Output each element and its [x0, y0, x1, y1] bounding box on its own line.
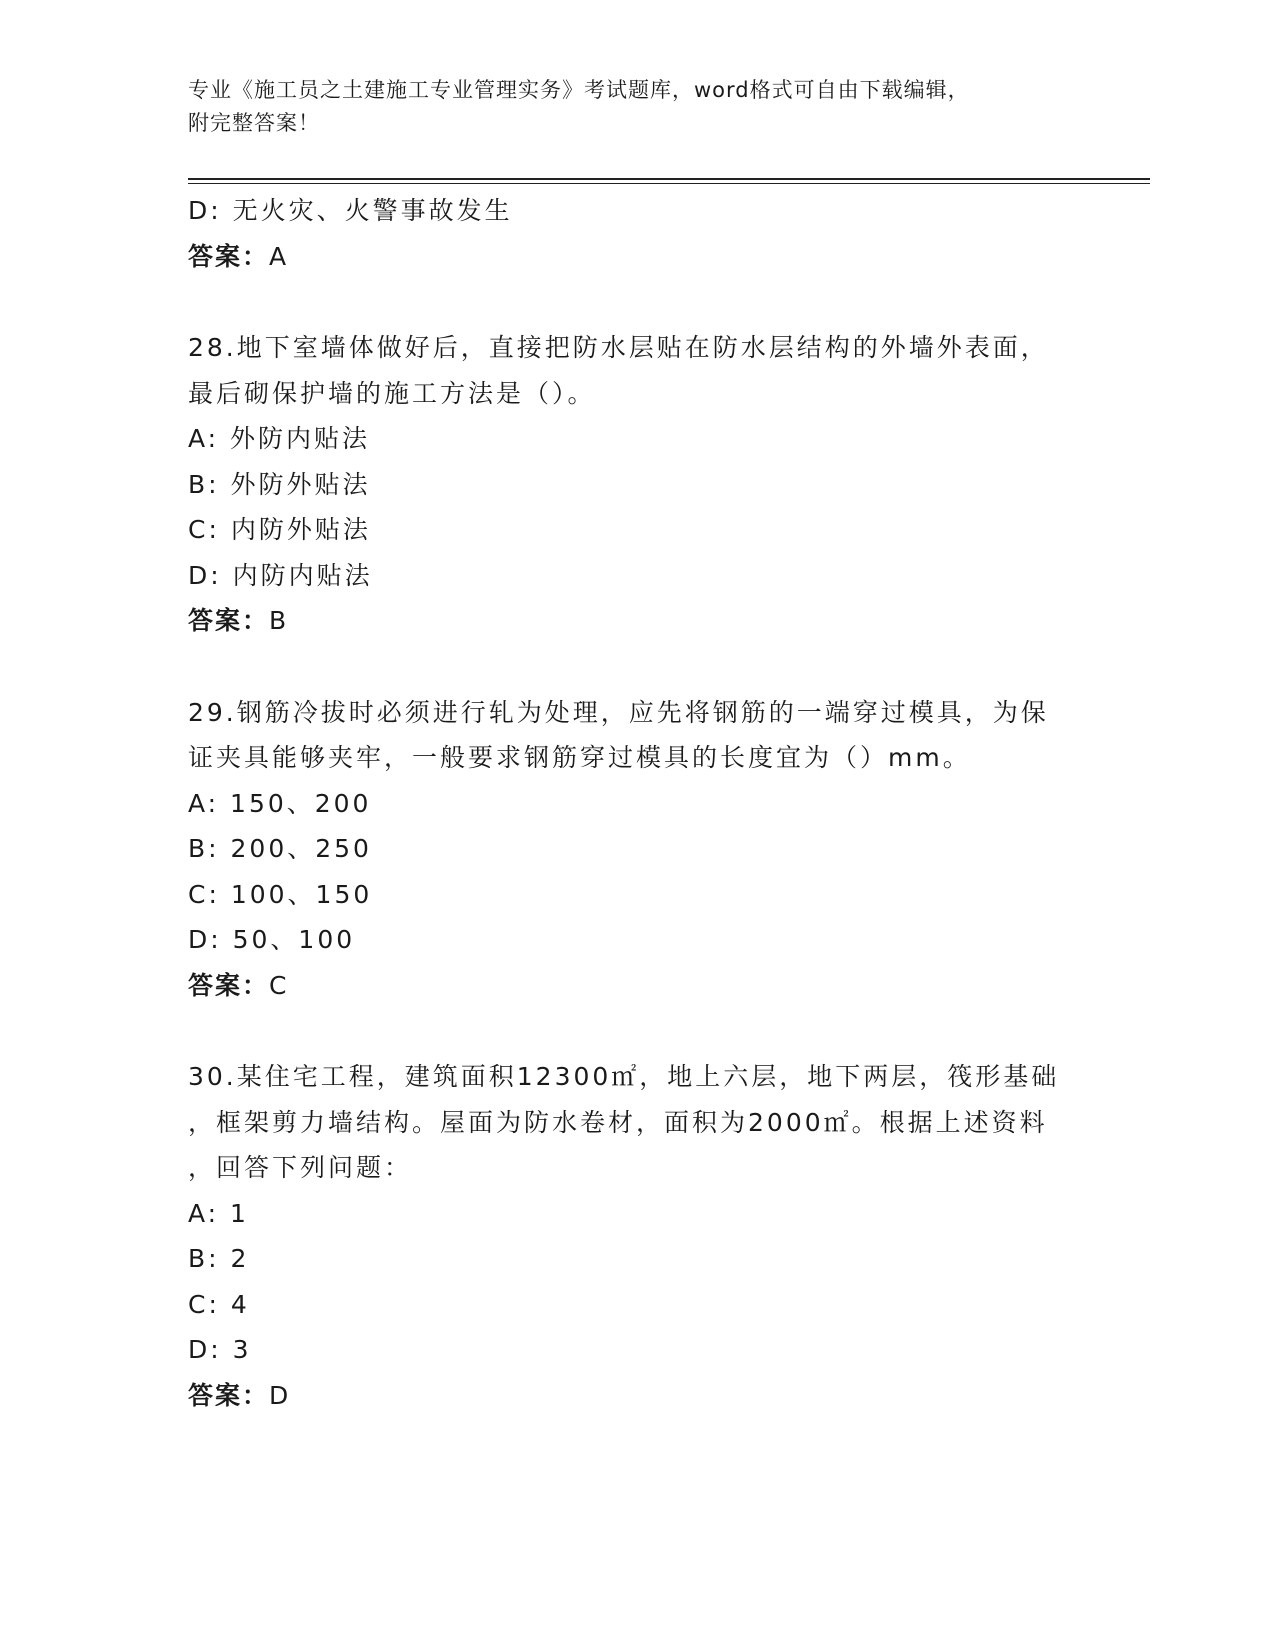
answer-value: D [269, 1380, 291, 1410]
answer-line [188, 963, 1088, 1009]
answer-line [188, 234, 1088, 280]
header-note-line-1: 专业《施工员之土建施工专业管理实务》考试题库，word格式可自由下载编辑， [188, 78, 970, 102]
header-note [188, 74, 1068, 140]
question-list [188, 188, 1088, 1418]
answer-label: 答案： [188, 241, 270, 271]
question-29 [188, 690, 1088, 1009]
header-divider-thick [188, 178, 1150, 180]
option-b: B: 外防外贴法 [188, 469, 371, 499]
answer-value: C [269, 970, 289, 1000]
answer-value: A [269, 241, 289, 271]
question-stem-line: 证夹具能够夹牢，一般要求钢筋穿过模具的长度宜为（）mm。 [188, 743, 971, 772]
option-d: D: 内防内贴法 [188, 560, 373, 590]
option-a: A: 外防内贴法 [188, 424, 371, 453]
answer-value: B [269, 606, 289, 635]
question-stem-line: 最后砌保护墙的施工方法是（）。 [188, 378, 596, 408]
option-b: B: 200、250 [188, 834, 372, 863]
previous-question-tail [188, 188, 1088, 279]
answer-line [188, 598, 1088, 644]
option-a: A: 150、200 [188, 788, 372, 818]
header-note-line-2: 附完整答案！ [188, 111, 320, 135]
option-c: C: 4 [188, 1289, 250, 1319]
option-c: C: 内防外贴法 [188, 515, 371, 544]
question-stem-line: 28.地下室墙体做好后，直接把防水层贴在防水层结构的外墙外表面， [188, 333, 1049, 362]
question-28 [188, 325, 1088, 644]
answer-label: 答案： [188, 970, 270, 1000]
option-c: C: 100、150 [188, 879, 373, 909]
spacer [188, 644, 1088, 690]
question-stem-line: 29.钢筋冷拔时必须进行轧为处理，应先将钢筋的一端穿过模具，为保 [188, 697, 1049, 727]
option-d: D: 3 [188, 1335, 252, 1364]
spacer [188, 1008, 1088, 1054]
option-b: B: 2 [188, 1244, 250, 1273]
header-divider-thin [188, 183, 1150, 184]
question-30 [188, 1054, 1088, 1418]
answer-line [188, 1373, 1088, 1419]
question-stem-line: ，框架剪力墙结构。屋面为防水卷材，面积为2000㎡。根据上述资料 [188, 1107, 1048, 1137]
option-d: D: 无火灾、火警事故发生 [188, 196, 513, 225]
answer-label: 答案： [188, 606, 270, 635]
question-stem-line: ，回答下列问题： [188, 1153, 413, 1182]
option-d: D: 50、100 [188, 925, 356, 954]
option-a: A: 1 [188, 1198, 249, 1228]
question-stem-line: 30.某住宅工程，建筑面积12300㎡，地上六层，地下两层，筏形基础 [188, 1062, 1060, 1091]
spacer [188, 279, 1088, 325]
answer-label: 答案： [188, 1380, 270, 1410]
